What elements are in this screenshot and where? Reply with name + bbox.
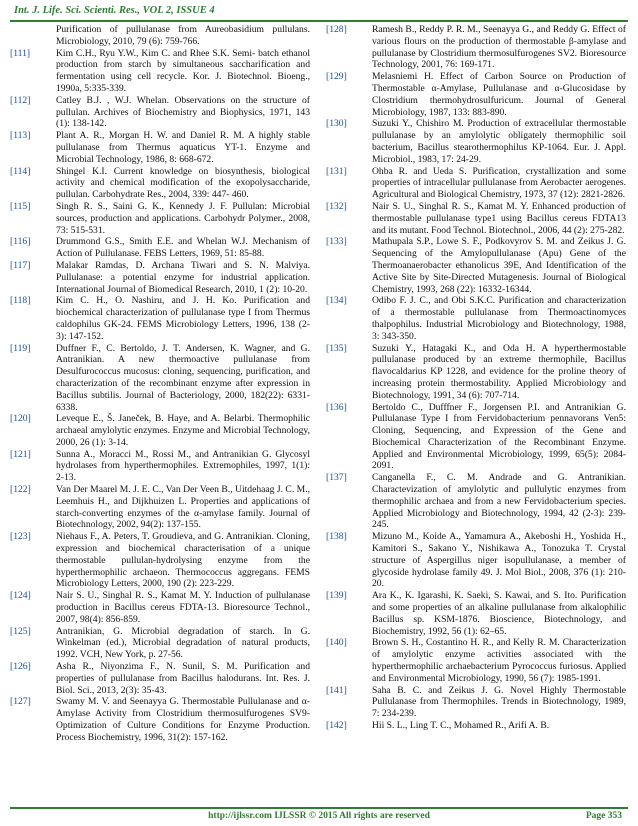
reference-text: Suzuki Y., Hatagaki K., and Oda H. A hyperthermostable pullulanase produced by an extreme thermophile, Bacillus flavocaldarius KP 1228, and evidence for the proline theory of increasing protein thermostability. Applied Microbiology and Biotechnology, 1991, 34 (6): 707-714. (372, 342, 626, 401)
reference-entry (10, 449, 310, 484)
reference-number: [129] (326, 71, 347, 83)
reference-entry (10, 661, 310, 696)
reference-text: Niehaus F., A. Peters, T. Groudieva, and G. Antranikian. Cloning, expression and biochemical characterisation of a unique thermostable pullulan-hydrolysing enzyme from the hyperthermophilic archaeon. Thermococcus aggregans. FEMS Microbiology Letters, 2000, 190 (2): 223-229. (56, 531, 310, 590)
reference-text: Shingel K.I. Current knowledge on biosynthesis, biological activity and chemical modification of the exopolysaccharide, pullulan. Carbohydrate Res., 2004, 339: 447- 460. (56, 165, 310, 201)
reference-entry (326, 531, 626, 590)
reference-number: [132] (326, 200, 347, 212)
reference-entry (10, 95, 310, 130)
reference-text: Suzuki Y., Chishiro M. Production of extracellular thermostable pullulanase by an amylolytic obligately thermophilic soil bacterium, Bacillus stearothermophilus KP-1064. Eur. J. Appl. Microbiol., 1983, 17: 24-29. (372, 118, 626, 165)
reference-entry (326, 590, 626, 637)
left-column (10, 24, 310, 806)
page-number: Page 353 (585, 811, 622, 821)
reference-number: [116] (10, 236, 31, 248)
reference-entry (10, 343, 310, 414)
reference-number: [122] (10, 484, 31, 496)
reference-text: Kim C.H., Ryu Y.W., Kim C. and Rhee S.K. Semi- batch ethanol production from starch by simultaneous saccharification and fermentation using cell recycle. Kor. J. Biotechnol. Bioeng., 1990a, 5:335-339. (56, 47, 310, 94)
reference-entry (326, 295, 626, 342)
reference-entry (326, 24, 626, 71)
reference-entry (10, 696, 310, 743)
reference-entry (326, 71, 626, 118)
reference-number: [140] (326, 637, 347, 649)
reference-entry (326, 720, 626, 732)
reference-number: [115] (10, 200, 31, 212)
references-body (0, 24, 638, 806)
reference-entry (10, 236, 310, 260)
reference-text: Nair S. U., Singhal R. S., Kamat M. Y. Induction of pullulanase production in Bacillus cereus FDTA-13. Bioresource Technol., 2007, 98(4): 856-859. (56, 590, 310, 625)
reference-text: Antranikian, G. Microbial degradation of starch. In G. Winkelman (ed.), Microbial degradation of natural products, 1992. VCH, New York, p. 27-56. (56, 625, 310, 661)
reference-number: [135] (326, 342, 347, 354)
reference-entry (326, 402, 626, 473)
reference-number: [112] (10, 94, 31, 106)
reference-text: Canganella F., C. M. Andrade and G. Antranikian. Charactevization of amylolytic and pullulytic enzymes from thermophilic archaea and from a new Fervidobacterium species. Applied Microbiology and Biotechnology, 1994, 42 (2-3): 239-245. (372, 472, 626, 531)
reference-text: Kim C. H., O. Nashiru, and J. H. Ko. Purification and biochemical characterization of pullulanase type I from Thermus caldophilus GK-24. FEMS Microbiology Letters, 1996, 138 (2-3): 147-152. (56, 295, 310, 342)
reference-number: [131] (326, 165, 347, 177)
reference-text: Mathupala S.P., Lowe S. F., Podkovyrov S. M. and Zeikus J. G. Sequencing of the Amylopullulanase (Apu) Gene of the Thermoanaerobacter ethanolicus 39E, And Identification of the Active Site by Site-Directed Mutagenesis. Journal of Biological Chemistry, 1993, 268 (22): 16332-16344. (372, 236, 626, 295)
footer-divider (10, 807, 628, 809)
reference-text: Leveque E., Š. Janeček, B. Haye, and A. Belarbi. Thermophilic archaeal amylolytic enzymes. Enzyme and Microbial Technology, 2000, 26 (1): 3-14. (56, 413, 310, 448)
reference-number: [125] (10, 625, 31, 637)
reference-number: [120] (10, 413, 31, 425)
reference-entry (10, 201, 310, 236)
reference-number: [118] (10, 295, 31, 307)
reference-entry (326, 637, 626, 684)
reference-number: [124] (10, 590, 31, 602)
reference-text: Brown S. H., Costantino H. R., and Kelly R. M. Characterization of amylolytic enzyme activities associated with the hyperthermophilic archaebacterium Pyrococcus furiosus. Applied and Environmental Microbiology, 1990, 56 (7): 1985-1991. (372, 637, 626, 684)
page-header (0, 0, 638, 22)
reference-entry (10, 130, 310, 165)
reference-number: [139] (326, 590, 347, 602)
reference-entry (10, 590, 310, 625)
reference-entry (10, 531, 310, 590)
reference-number: [126] (10, 661, 31, 673)
reference-number: [136] (326, 401, 347, 413)
reference-entry (326, 236, 626, 295)
reference-text: Purification of pullulanase from Aureobasidium pullulans. Microbiology, 2010, 79 (6): 759-766. (56, 24, 310, 47)
reference-entry (10, 626, 310, 661)
reference-number: [113] (10, 130, 31, 142)
reference-entry (326, 685, 626, 720)
reference-text: Sunna A., Moracci M., Rossi M., and Antranikian G. Glycosyl hydrolases from hyperthermophiles. Extremophiles, 1997, 1(1): 2-13. (56, 448, 310, 484)
reference-text: Bertoldo C., Dufffner F., Jorgensen P.I. and Antranikian G. Pullulanase Type I from Fervidobacterium pennavorans Ven5: Cloning, Sequencing, and Expression of the Gene and Biochemical Characterization of the Recombinant Enzyme. Applied and Environmental Microbiology, 1999, 65(5): 2084-2091. (372, 401, 626, 472)
reference-text: Asha R., Niyonzima F., N. Sunil, S. M. Purification and properties of pullulanase from Bacillus halodurans. Int. Res. J. Biol. Sci., 2013, 2(3): 35-43. (56, 661, 310, 696)
reference-entry (326, 343, 626, 402)
reference-number: [121] (10, 448, 31, 460)
reference-text: Plant A. R., Morgan H. W. and Daniel R. M. A highly stable pullulanase from Thermus aquaticus YT-1. Enzyme and Microbial Technology, 1986, 8: 668-672. (56, 130, 310, 165)
reference-entry (10, 260, 310, 295)
reference-text: Mizuno M., Koide A., Yamamura A., Akeboshi H., Yoshida H., Kamitori S., Sakano Y., Nishikawa A., Tonozuka T. Crystal structure of Aspergillus niger isopullulanase, a member of glycoside hydrolase family 49. J. Mol Biol., 2008, 376 (1): 210-20. (372, 531, 626, 590)
reference-text: Swamy M. V. and Seenayya G. Thermostable Pullulanase and α-Amylase Activity from Clostridium thermosulfurogenes SV9- Optimization of Culture Conditions for Enzyme Production. Process Biochemistry, 1996, 31(2): 157-162. (56, 696, 310, 743)
reference-text: Duffner F., C. Bertoldo, J. T. Andersen, K. Wagner, and G. Antranikian. A new thermoactive pullulanase from Desulfurococcus mucosus: cloning, sequencing, purification, and characterization of the recombinant enzyme after expression in Bacillus subtilis. Journal of Bacteriology, 2000, 182(22): 6331-6338. (56, 342, 310, 413)
reference-text: Malakar Ramdas, D. Archana Tiwari and S. N. Malviya. Pullulanase: a potential enzyme for industrial application. International Journal of Biomedical Research, 2010, 1 (2): 10-20. (56, 259, 310, 295)
reference-text: Van Der Maarel M. J. E. C., Van Der Veen B., Uitdehaag J. C. M., Leemhuis H., and Dijkhuizen L. Properties and applications of starch-converting enzymes of the α-amylase family. Journal of Biotechnology, 2002, 94(2): 137-155. (56, 484, 310, 531)
reference-text: Ara K., K. Igarashi, K. Saeki, S. Kawai, and S. Ito. Purification and some properties of an alkaline pullulanase from alkalophilic Bacillus sp. KSM-1876. Bioscience, Biotechnology, and Biochemistry, 1992, 56 (1): 62–65. (372, 590, 626, 637)
reference-number: [123] (10, 531, 31, 543)
reference-number: [117] (10, 259, 31, 271)
reference-entry (10, 484, 310, 531)
reference-number: [114] (10, 165, 31, 177)
reference-entry (10, 166, 310, 201)
reference-entry (326, 472, 626, 531)
header-divider (10, 20, 628, 22)
reference-text: Nair S. U., Singhal R. S., Kamat M. Y. Enhanced production of thermostable pullulanase type1 using Bacillus cereus FDTA13 and its mutant. Food Technol. Biotechnol., 2006, 44 (2): 275-282. (372, 200, 626, 236)
reference-entry (10, 413, 310, 448)
reference-text: Catley B.J. , W.J. Whelan. Observations on the structure of pullulan. Archives of Biochemistry and Biophysics, 1971, 143 (1): 138-142. (56, 94, 310, 130)
journal-title: Int. J. Life. Sci. Scienti. Res., VOL 2, ISSUE 4 (14, 5, 215, 16)
reference-entry (10, 48, 310, 95)
reference-text: Saha B. C. and Zeikus J. G. Novel Highly Thermostable Pullulanase from Thermophiles. Trends in Biotechnology, 1989, 7: 234-239. (372, 684, 626, 720)
reference-entry (10, 24, 310, 48)
reference-text: Hii S. L., Ling T. C., Mohamed R., Arifi A. B. (372, 720, 550, 732)
footer-copyright: http://ijlssr.com IJLSSR © 2015 All rights are reserved (208, 811, 430, 821)
reference-number: [128] (326, 24, 347, 35)
reference-text: Ramesh B., Reddy P. R. M., Seenayya G., and Reddy G. Effect of various flours on the production of thermostable β-amylase and pullulanase by Clostridium thermosulfurogenes SV2. Bioresource Technology, 2001, 76: 169-171. (372, 24, 626, 71)
reference-number: [127] (10, 696, 31, 708)
reference-number: [119] (10, 342, 31, 354)
reference-text: Ohba R. and Ueda S. Purification, crystallization and some properties of intracellular pullulanase from Aerobacter aerogenes. Agricultural and Biological Chemistry, 1973, 37 (12): 2821-2826. (372, 165, 626, 201)
reference-entry (326, 201, 626, 236)
reference-text: Melasniemi H. Effect of Carbon Source on Production of Thermostable α-Amylase, Pullulanase and α-Glucosidase by Clostridium thermohydrosulfuricum. Journal of General Microbiology, 1987, 133: 883-890. (372, 71, 626, 118)
reference-number: [111] (10, 47, 31, 59)
reference-number: [134] (326, 295, 347, 307)
reference-entry (326, 166, 626, 201)
reference-text: Singh R. S., Saini G. K., Kennedy J. F. Pullulan: Microbial sources, production and applications. Carbohydr Polymer., 2008, 73: 515-531. (56, 200, 310, 236)
right-column (326, 24, 626, 806)
reference-number: [141] (326, 684, 347, 696)
reference-number: [130] (326, 118, 347, 130)
reference-text: Odibo F. J. C., and Obi S.K.C. Purification and characterization of a thermostable pullulanase from Thermoactinomyces thalpophilus. Industrial Microbiology and Biotechnology, 1988, 3: 343-350. (372, 295, 626, 342)
reference-entry (10, 295, 310, 342)
reference-entry (326, 118, 626, 165)
reference-number: [138] (326, 531, 347, 543)
reference-text: Drummond G.S., Smith E.E. and Whelan W.J. Mechanism of Action of Pullulanase. FEBS Letters, 1969, 51: 85-88. (56, 236, 310, 260)
page-footer (0, 806, 638, 826)
reference-number: [142] (326, 720, 347, 732)
reference-number: [133] (326, 236, 347, 248)
reference-number: [137] (326, 472, 347, 484)
